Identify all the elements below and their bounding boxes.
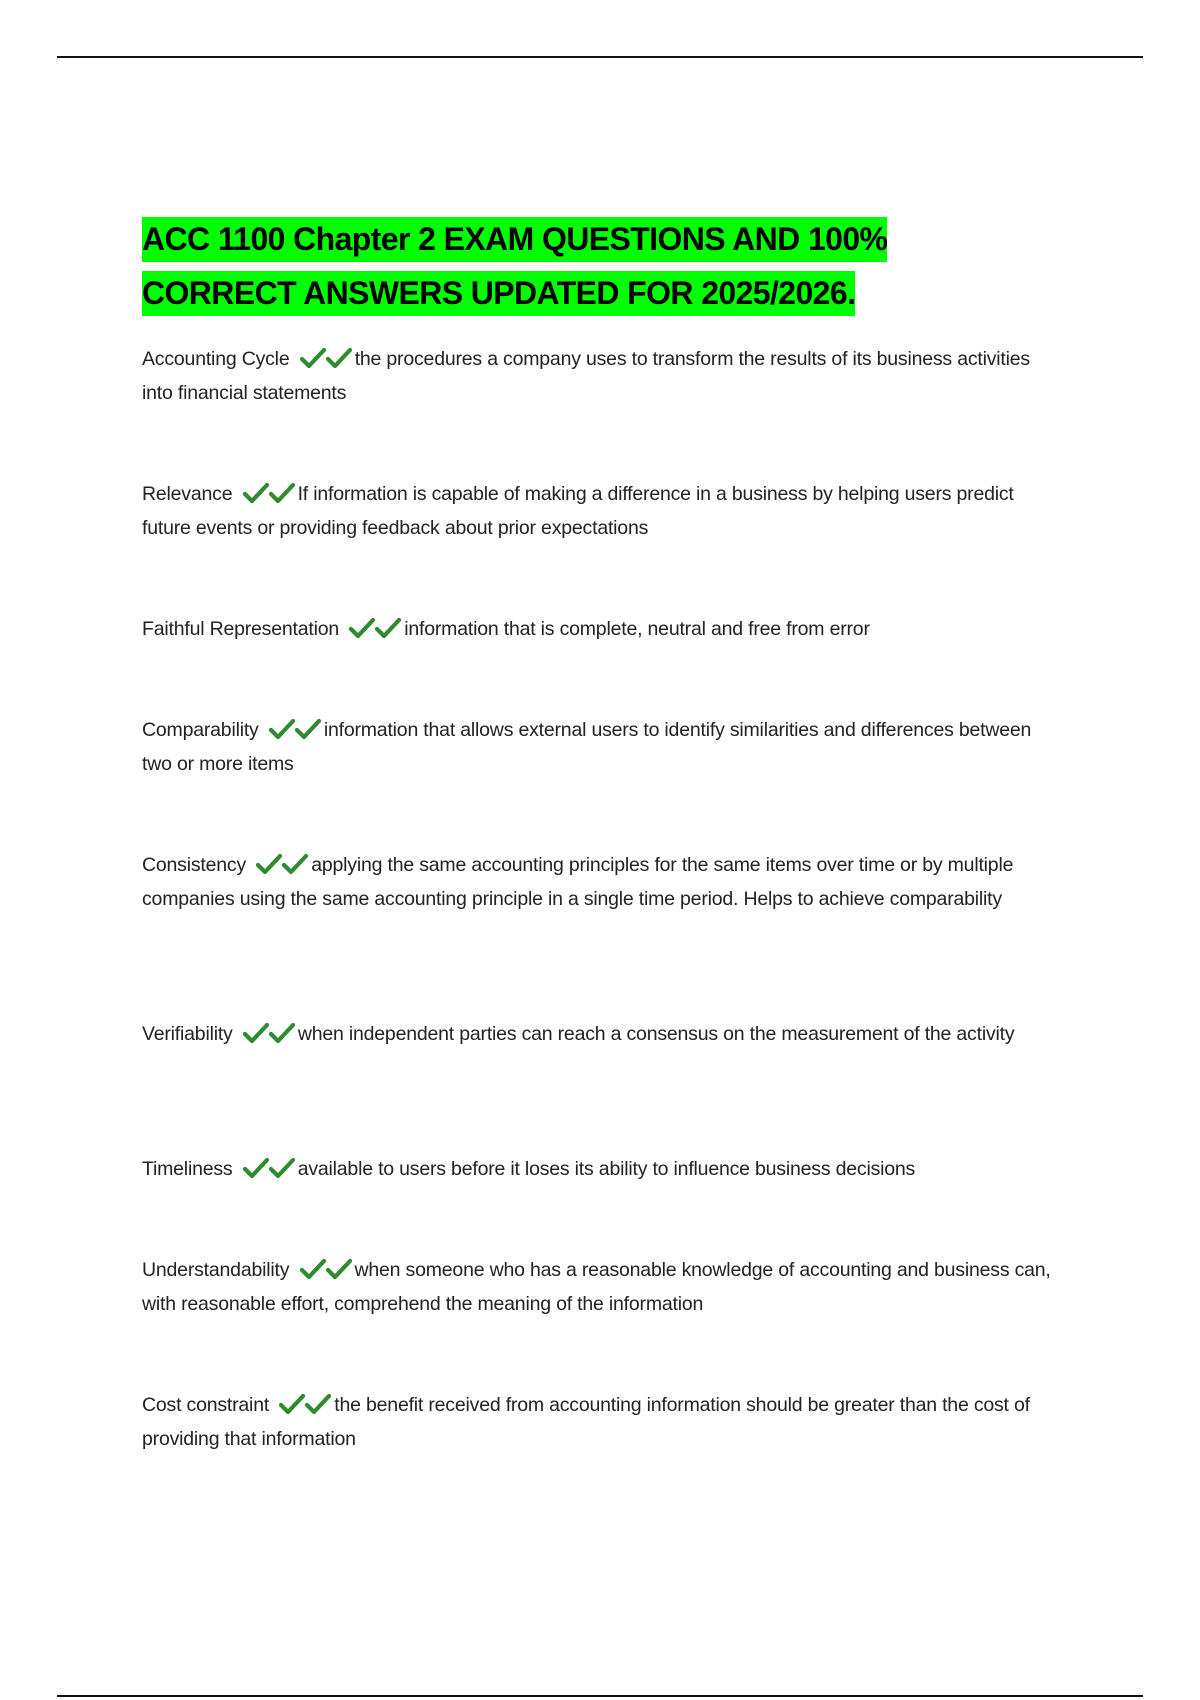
double-check-icon: [243, 483, 295, 505]
check-icon: [279, 1393, 305, 1415]
double-check-icon: [279, 1394, 331, 1416]
bottom-rule: [57, 1695, 1143, 1697]
document-title: [142, 212, 1062, 320]
title-line-2: CORRECT ANSWERS UPDATED FOR 2025/2026.: [142, 271, 855, 316]
term-definition: information that is complete, neutral and free from error: [404, 618, 870, 640]
term-entry: [142, 477, 1062, 545]
term-definition: when someone who has a reasonable knowledge of accounting and business can, with reasonable effort, comprehend the meaning of the information: [142, 1259, 1051, 1315]
check-icon: [300, 1258, 326, 1280]
check-icon: [243, 1157, 269, 1179]
check-icon: [269, 1157, 295, 1179]
term-definition: applying the same accounting principles for the same items over time or by multiple companies using the same accounting principle in a single time period. Helps to achieve comparability: [142, 854, 1014, 910]
term-name: Accounting Cycle: [142, 348, 290, 370]
term-definition: information that allows external users to identify similarities and differences between two or more items: [142, 719, 1032, 775]
term-definition: the benefit received from accounting information should be greater than the cost of providing that information: [142, 1394, 1030, 1450]
double-check-icon: [300, 348, 352, 370]
term-definition: If information is capable of making a difference in a business by helping users predict future events or providing feedback about prior expectations: [142, 483, 1014, 539]
term-entry: [142, 1017, 1062, 1051]
double-check-icon: [269, 719, 321, 741]
check-icon: [326, 1258, 352, 1280]
check-icon: [375, 617, 401, 639]
term-entry: [142, 1253, 1062, 1321]
term-name: Verifiability: [142, 1023, 233, 1045]
double-check-icon: [256, 854, 308, 876]
double-check-icon: [243, 1158, 295, 1180]
double-check-icon: [243, 1023, 295, 1045]
check-icon: [269, 718, 295, 740]
term-name: Understandability: [142, 1259, 290, 1281]
double-check-icon: [300, 1259, 352, 1281]
check-icon: [269, 482, 295, 504]
term-definition: available to users before it loses its ability to influence business decisions: [297, 1158, 916, 1180]
term-definition: when independent parties can reach a consensus on the measurement of the activity: [297, 1023, 1015, 1045]
term-entry: [142, 1388, 1062, 1456]
document-body: [142, 212, 1062, 1450]
check-icon: [305, 1393, 331, 1415]
term-entry: [142, 848, 1062, 916]
term-name: Faithful Representation: [142, 618, 340, 640]
check-icon: [326, 347, 352, 369]
term-name: Comparability: [142, 719, 259, 741]
term-entry: [142, 1152, 1062, 1186]
term-entry: [142, 713, 1062, 781]
check-icon: [300, 347, 326, 369]
term-name: Relevance: [142, 483, 233, 505]
title-line-1: ACC 1100 Chapter 2 EXAM QUESTIONS AND 100%: [142, 217, 887, 262]
check-icon: [349, 617, 375, 639]
double-check-icon: [349, 618, 401, 640]
term-name: Consistency: [142, 854, 247, 876]
check-icon: [243, 482, 269, 504]
term-definition: the procedures a company uses to transform the results of its business activities into financial statements: [142, 348, 1030, 404]
check-icon: [282, 853, 308, 875]
term-name: Timeliness: [142, 1158, 233, 1180]
term-entry: [142, 612, 1062, 646]
check-icon: [256, 853, 282, 875]
check-icon: [269, 1022, 295, 1044]
check-icon: [243, 1022, 269, 1044]
term-entry: [142, 342, 1062, 410]
term-name: Cost constraint: [142, 1394, 270, 1416]
top-rule: [57, 56, 1143, 58]
check-icon: [295, 718, 321, 740]
